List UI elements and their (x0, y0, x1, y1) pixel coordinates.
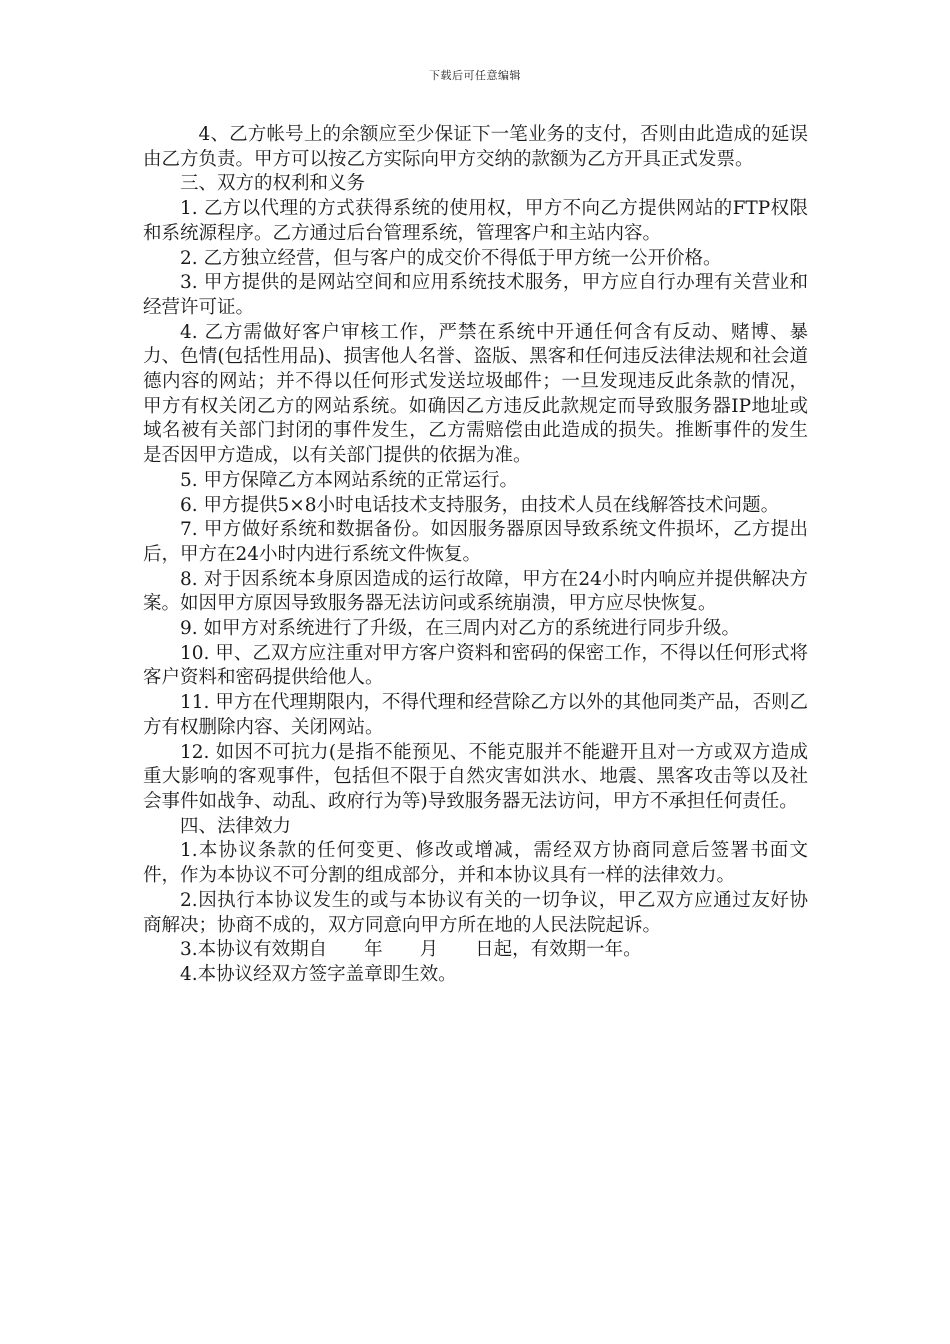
section-heading-legal: 四、法律效力 (180, 815, 292, 837)
document-body (143, 123, 808, 988)
clause-rights-1: 1. 乙方以代理的方式获得系统的使用权，甲方不向乙方提供网站的FTP权限和系统源程序。乙方通过后台管理系统，管理客户和主站内容。 (143, 198, 808, 244)
clause-rights-9: 9. 如甲方对系统进行了升级，在三周内对乙方的系统进行同步升级。 (180, 618, 741, 640)
clause-legal-3: 3.本协议有效期自 年 月 日起，有效期一年。 (180, 939, 642, 961)
clause-rights-8: 8. 对于因系统本身原因造成的运行故障，甲方在24小时内响应并提供解决方案。如因甲方原因导致服务器无法访问或系统崩溃，甲方应尽快恢复。 (143, 568, 808, 615)
clause-rights-5: 5. 甲方保障乙方本网站系统的正常运行。 (180, 469, 519, 491)
clause-rights-11: 11. 甲方在代理期限内，不得代理和经营除乙方以外的其他同类产品，否则乙方有权删除内容、关闭网站。 (143, 692, 808, 738)
page-header: 下载后可任意编辑 (429, 69, 521, 82)
clause-rights-6: 6. 甲方提供5×8小时电话技术支持服务，由技术人员在线解答技术问题。 (180, 494, 780, 516)
clause-rights-12: 12. 如因不可抗力(是指不能预见、不能克服并不能避开且对一方或双方造成重大影响的客观事件，包括但不限于自然灾害如洪水、地震、黑客攻击等以及社会事件如战争、动乱、政府行为等)导致服务器无法访问，甲方不承担任何责任。 (143, 741, 808, 812)
section-heading-rights: 三、双方的权利和义务 (180, 173, 366, 195)
clause-rights-7: 7. 甲方做好系统和数据备份。如因服务器原因导致系统文件损坏，乙方提出后，甲方在24小时内进行系统文件恢复。 (143, 519, 808, 565)
clause-rights-4: 4. 乙方需做好客户审核工作，严禁在系统中开通任何含有反动、赌博、暴力、色情(包括性用品)、损害他人名誉、盗版、黑客和任何违反法律法规和社会道德内容的网站；并不得以任何形式发送垃圾邮件；一旦发现违反此条款的情况，甲方有权关闭乙方的网站系统。如确因乙方违反此款规定而导致服务器IP地址或域名被有关部门封闭的事件发生，乙方需赔偿由此造成的损失。推断事件的发生是否因甲方造成，以有关部门提供的依据为准。 (143, 321, 808, 467)
clause-payment-balance: 4、乙方帐号上的余额应至少保证下一笔业务的支付，否则由此造成的延误由乙方负责。甲方可以按乙方实际向甲方交纳的款额为乙方开具正式发票。 (143, 124, 808, 170)
clause-legal-1: 1.本协议条款的任何变更、修改或增减，需经双方协商同意后签署书面文件，作为本协议不可分割的组成部分，并和本协议具有一样的法律效力。 (143, 840, 808, 887)
clause-rights-3: 3. 甲方提供的是网站空间和应用系统技术服务，甲方应自行办理有关营业和经营许可证。 (143, 272, 808, 318)
clause-legal-2: 2.因执行本协议发生的或与本协议有关的一切争议，甲乙双方应通过友好协商解决；协商不成的，双方同意向甲方所在地的人民法院起诉。 (143, 889, 808, 936)
clause-legal-4: 4.本协议经双方签字盖章即生效。 (180, 963, 457, 985)
clause-rights-2: 2. 乙方独立经营，但与客户的成交价不得低于甲方统一公开价格。 (180, 247, 722, 269)
clause-rights-10: 10. 甲、乙双方应注重对甲方客户资料和密码的保密工作，不得以任何形式将客户资料和密码提供给他人。 (143, 642, 808, 689)
